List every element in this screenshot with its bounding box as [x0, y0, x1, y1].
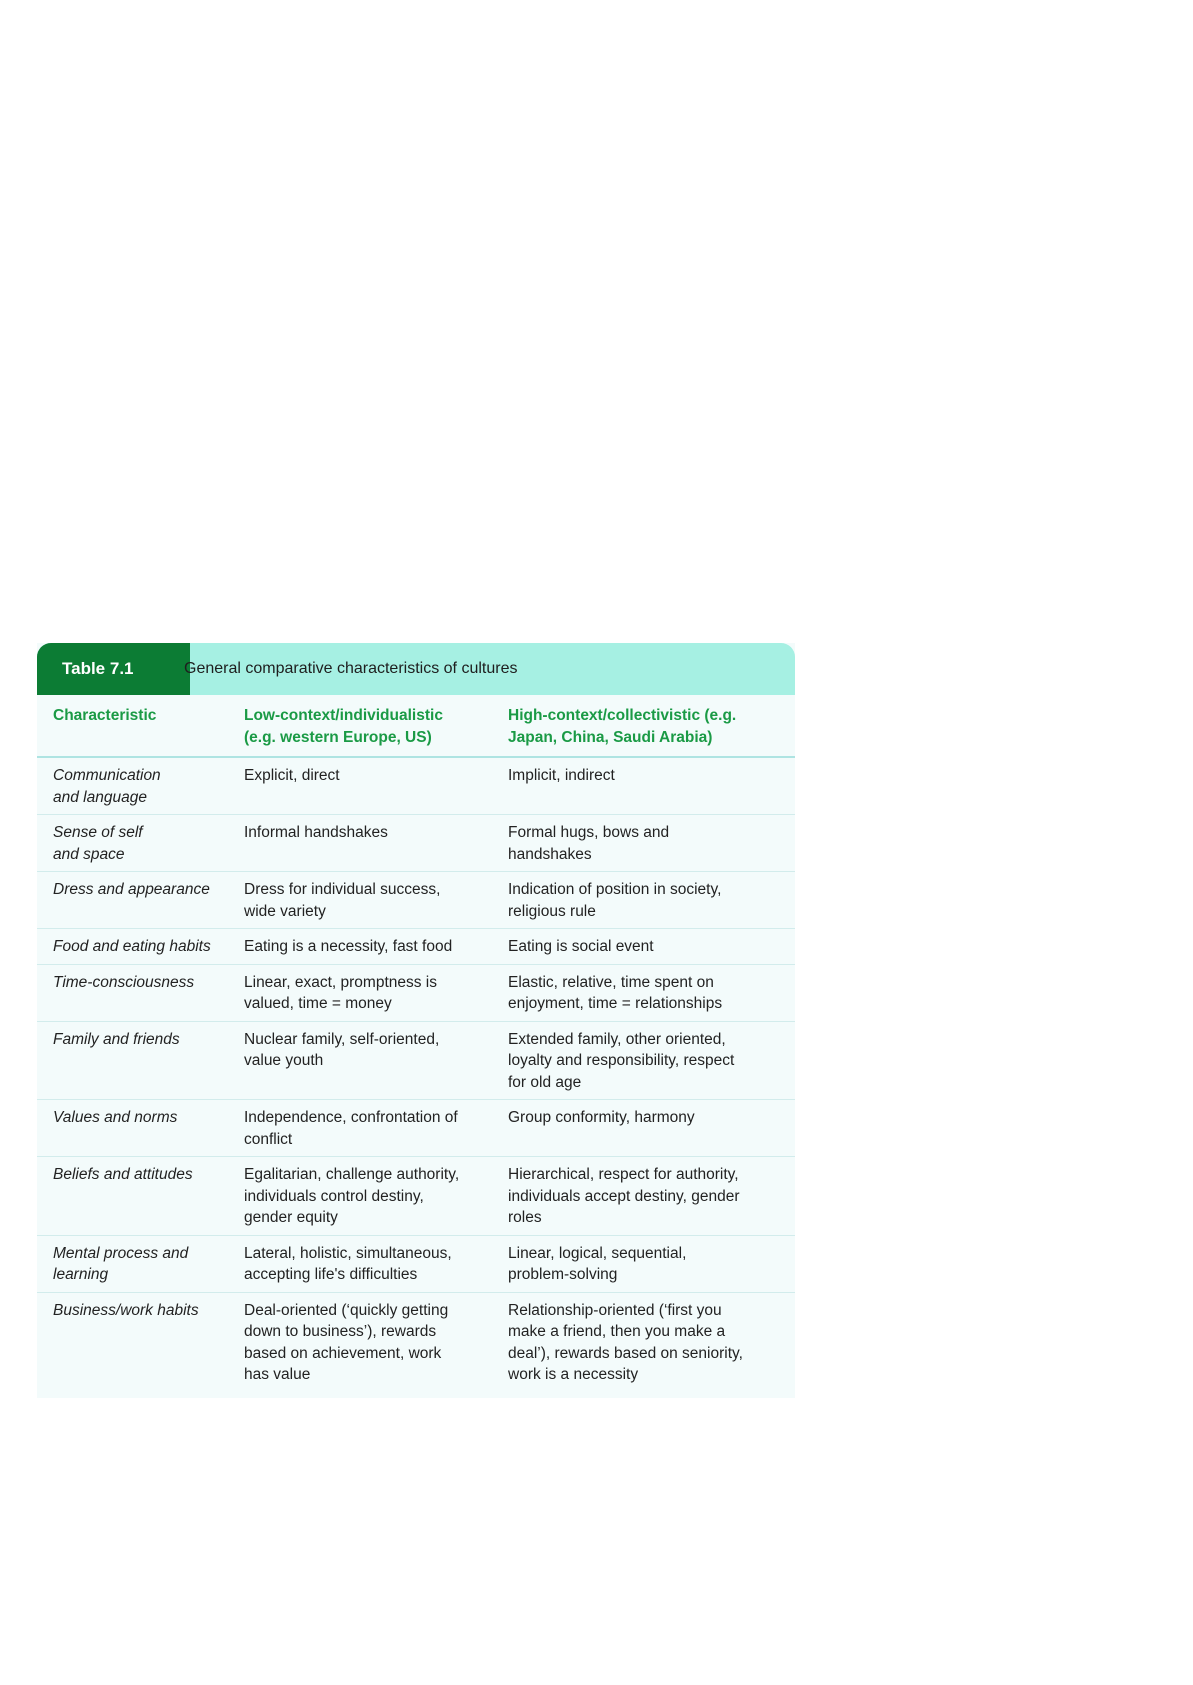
high-context-cell: Group conformity, harmony	[500, 1100, 795, 1157]
header-characteristic: Characteristic	[37, 695, 236, 757]
high-context-cell: Implicit, indirect	[500, 757, 795, 815]
high-context-cell: Formal hugs, bows and handshakes	[500, 815, 795, 872]
table-row	[37, 1292, 795, 1392]
high-context-cell: Elastic, relative, time spent on enjoyment, time = relationships	[500, 964, 795, 1021]
characteristic-cell: Business/work habits	[53, 1301, 199, 1319]
table-row	[37, 1235, 795, 1292]
low-context-cell: Nuclear family, self-oriented, value youth	[236, 1021, 500, 1100]
header-low-context: Low-context/individualistic (e.g. western Europe, US)	[236, 695, 500, 757]
characteristic-cell: Mental process and learning	[37, 1235, 236, 1292]
low-context-cell: Egalitarian, challenge authority, individuals control destiny, gender equity	[236, 1157, 500, 1236]
table-row	[37, 1021, 795, 1100]
table-row	[37, 815, 795, 872]
characteristic-cell: Sense of self and space	[37, 815, 236, 872]
low-context-cell: Eating is a necessity, fast food	[236, 929, 500, 965]
characteristic-cell: Food and eating habits	[37, 929, 236, 965]
high-context-cell: Hierarchical, respect for authority, individuals accept destiny, gender roles	[500, 1157, 795, 1236]
table-row	[37, 872, 795, 929]
table-title: General comparative characteristics of cultures	[184, 660, 518, 677]
header-high-context: High-context/collectivistic (e.g. Japan, China, Saudi Arabia)	[500, 695, 795, 757]
culture-comparison-table	[37, 695, 795, 1392]
high-context-cell: Eating is social event	[500, 929, 795, 965]
header-row	[37, 695, 795, 757]
table-row	[37, 1157, 795, 1236]
low-context-cell: Lateral, holistic, simultaneous, accepting life's difficulties	[236, 1235, 500, 1292]
characteristic-cell: Family and friends	[37, 1021, 236, 1100]
characteristic-cell: Communication and language	[37, 757, 236, 815]
table-row	[37, 929, 795, 965]
high-context-cell: Indication of position in society, religious rule	[500, 872, 795, 929]
low-context-cell: Dress for individual success, wide variety	[236, 872, 500, 929]
low-context-cell: Independence, confrontation of conflict	[236, 1100, 500, 1157]
characteristic-cell: Time-consciousness	[37, 964, 236, 1021]
low-context-cell: Informal handshakes	[236, 815, 500, 872]
table-caption-banner	[37, 643, 795, 695]
low-context-cell: Deal-oriented (‘quickly getting down to business’), rewards based on achievement, work has value	[244, 1301, 449, 1383]
high-context-cell: Extended family, other oriented, loyalty and responsibility, respect for old age	[500, 1021, 795, 1100]
table-row	[37, 1100, 795, 1157]
characteristic-cell: Beliefs and attitudes	[37, 1157, 236, 1236]
low-context-cell: Explicit, direct	[236, 757, 500, 815]
table-row	[37, 964, 795, 1021]
table-number-badge: Table 7.1	[37, 643, 190, 695]
high-context-cell: Linear, logical, sequential, problem-solving	[500, 1235, 795, 1292]
characteristic-cell: Dress and appearance	[37, 872, 236, 929]
table-row	[37, 757, 795, 815]
characteristic-cell: Values and norms	[37, 1100, 236, 1157]
culture-table-block	[37, 643, 795, 1398]
low-context-cell: Linear, exact, promptness is valued, time = money	[236, 964, 500, 1021]
high-context-cell: Relationship-oriented (‘first you make a friend, then you make a deal’), rewards based on seniority, work is a necessity	[508, 1301, 743, 1383]
